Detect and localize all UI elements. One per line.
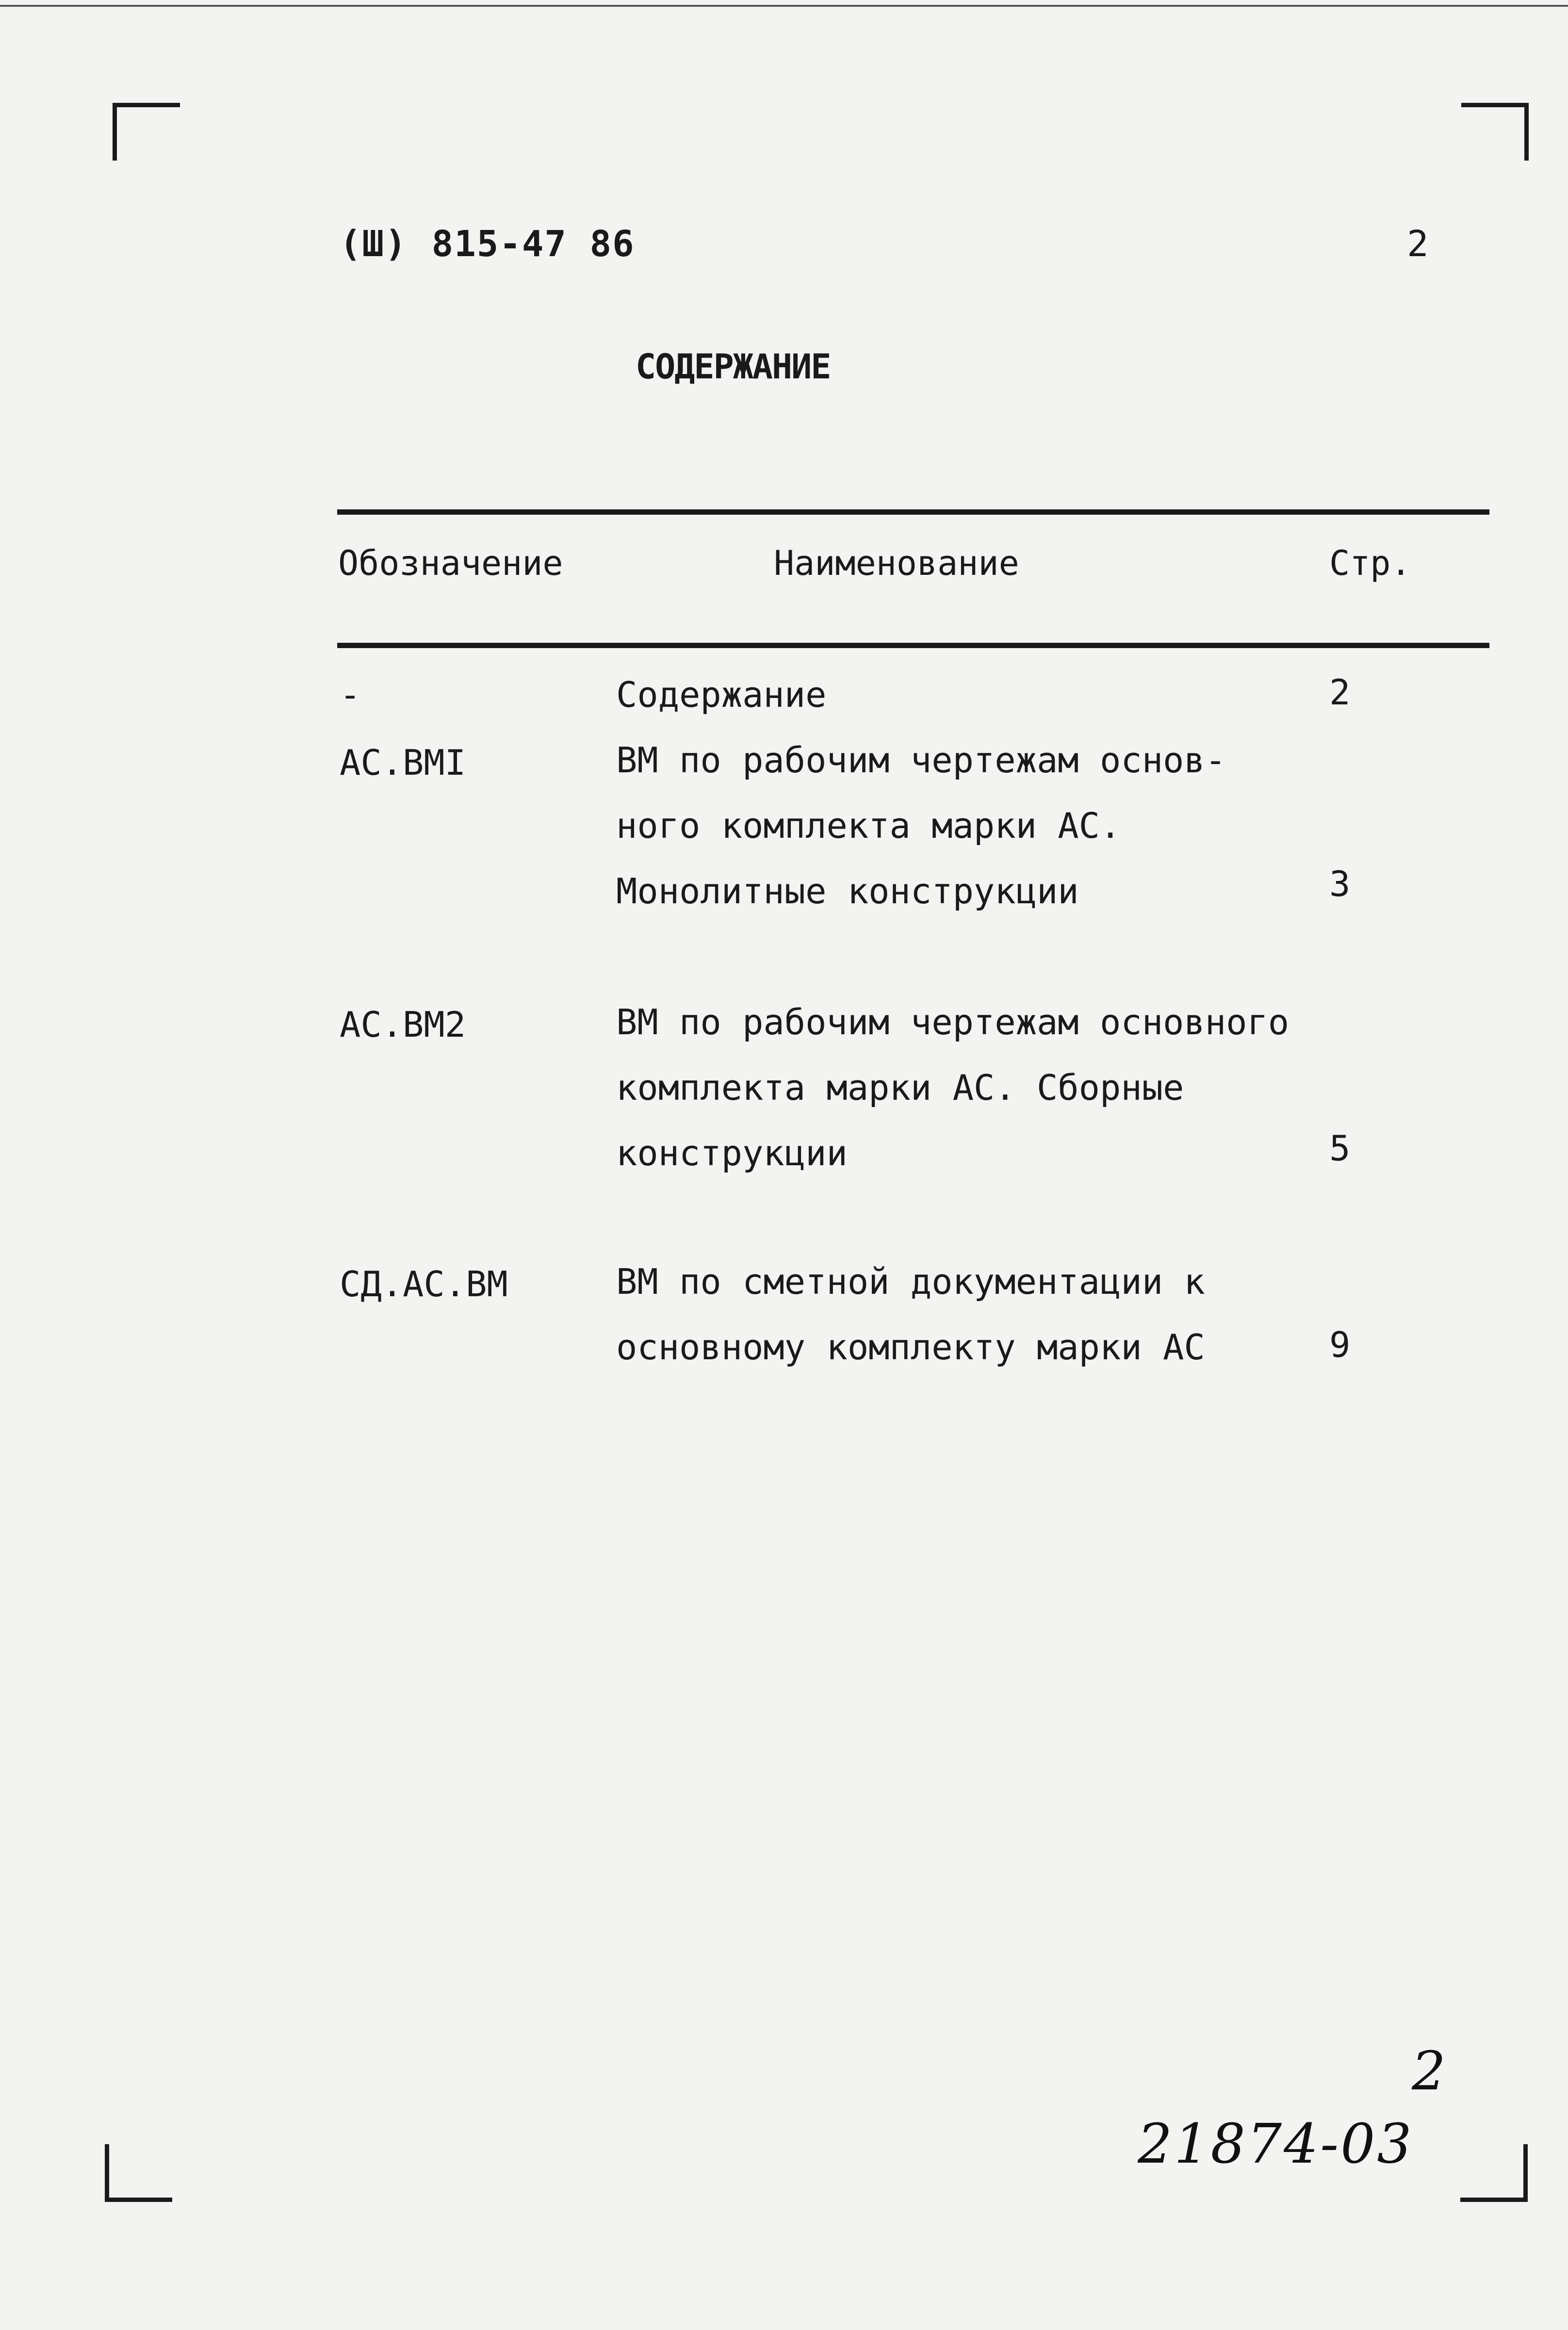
row-3-code: АС.ВМ2	[340, 1004, 466, 1045]
row-3-name-line-1: ВМ по рабочим чертежам основного	[616, 1002, 1290, 1043]
row-4-name-line-2: основному комплекту марки АС	[616, 1327, 1205, 1368]
document-code	[340, 223, 635, 265]
page-title: СОДЕРЖАНИЕ	[636, 347, 831, 387]
row-1-code: -	[340, 674, 361, 715]
row-2-name	[616, 728, 1226, 924]
column-header-name: Наименование	[774, 543, 1019, 583]
handwritten-sheet-number: 2	[1412, 2040, 1446, 2102]
handwritten-inventory-number: 21874-03	[1138, 2113, 1414, 2176]
row-4-name	[616, 1249, 1205, 1380]
row-3-name-line-3: конструкции	[616, 1133, 848, 1173]
row-2-code: АС.ВМI	[340, 742, 466, 783]
corner-mark-bottom-left	[105, 2144, 172, 2202]
column-header-code: Обозначение	[338, 543, 563, 583]
document-number: 815-47 86	[431, 223, 635, 265]
row-4-page: 9	[1329, 1324, 1351, 1365]
row-2-page: 3	[1329, 864, 1351, 904]
row-4-code: СД.АС.ВМ	[340, 1264, 508, 1304]
row-4-name-line-1: ВМ по сметной документации к	[616, 1261, 1205, 1302]
table-top-rule	[337, 509, 1489, 515]
column-header-page: Стр.	[1329, 543, 1411, 583]
row-2-name-line-2: ного комплекта марки АС.	[616, 805, 1121, 846]
row-2-name-line-3: Монолитные конструкции	[616, 871, 1079, 912]
row-1-name-line-1: Содержание	[616, 674, 827, 715]
row-3-name-line-2: комплекта марки АС. Сборные	[616, 1067, 1184, 1108]
row-1-page: 2	[1329, 672, 1351, 713]
row-3-page: 5	[1329, 1128, 1351, 1169]
row-3-name	[616, 990, 1289, 1186]
corner-mark-top-right	[1461, 103, 1529, 161]
page-number: 2	[1407, 223, 1429, 265]
table-header-rule	[337, 643, 1489, 648]
row-2-name-line-1: ВМ по рабочим чертежам основ-	[616, 740, 1226, 781]
corner-mark-bottom-right	[1460, 2144, 1528, 2202]
corner-mark-top-left	[113, 103, 180, 161]
row-1-name	[616, 662, 826, 728]
scan-top-edge	[0, 5, 1568, 7]
document-series: (Ш)	[340, 223, 408, 265]
